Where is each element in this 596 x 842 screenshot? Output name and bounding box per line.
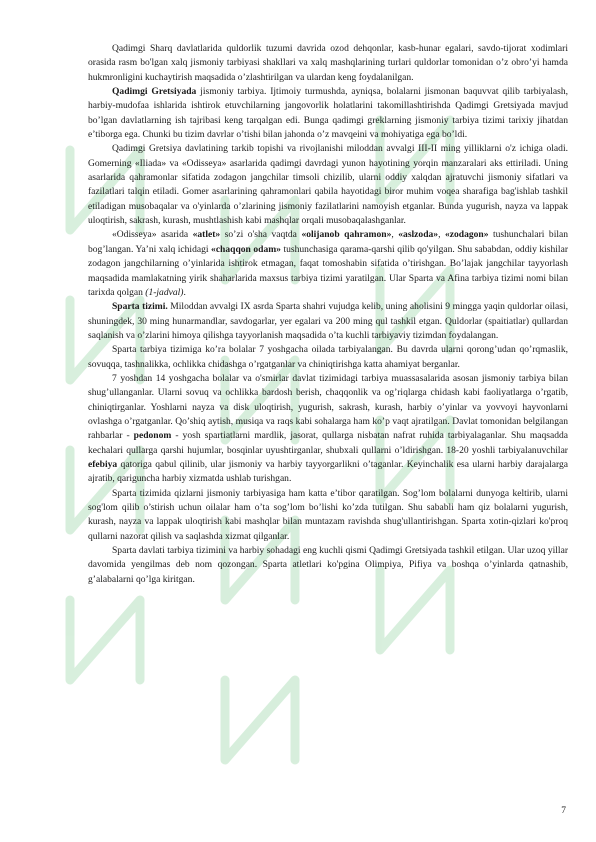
bold-term: Sparta tizimi. bbox=[112, 301, 168, 313]
text-run: , bbox=[438, 229, 445, 241]
italic-reference: (1-jadval) bbox=[145, 286, 184, 298]
text-run: , bbox=[391, 229, 399, 241]
paragraph bbox=[88, 487, 568, 544]
text-run: Sparta tarbiya tizimiga ko’ra bolalar 7 yoshgacha oilada tarbiyalangan. Bu davrda ularni qorong’udan qo’rqmaslik, sovuqqa, tashnalikka, ochlikka chidashga o’rgatganlar va chiniqtirishga katta ahamiyat berganlar. bbox=[88, 344, 568, 370]
paragraph bbox=[88, 228, 568, 300]
text-run: - yosh spartiatlarni mardlik, jasorat, qullarga nisbatan nafrat ruhida tarbiyalaganlar. Shu maqsadda kechalari qullarga qarshi hujumlar, bosqinlar uyushtirganlar, shubxali qullarni o’ldirishgan. 18-20 yoshli tarbiyalanuvchilar bbox=[88, 430, 568, 456]
paragraph bbox=[88, 142, 568, 228]
text-run: tushunchalari bilan bog’langan. Ya’ni xalq ichidagi bbox=[88, 229, 569, 255]
text-run: Qadimgi Gretsiya davlatining tarkib topishi va rivojlanishi miloddan avvalgi III-II ming yilliklarni o'z ichiga oladi. Gomerning «Iliada» va «Odisseya» asarlarida qadimgi davrdagi yunon hayotining yorqin manzaralari aks ettiriladi. Uning asarlarida qahramonlar sifatida zodagon jangchilar timsoli chizilib, ularni oddiy xalqdan ajratuvchi jismoniy sifatlari va fazilatlari talqin etiladi. Gomer asarlarining qahramonlari qabila hayotidagi biror muhim voqea sharafiga bag'ishlab tashkil etiladigan musobaqalar va o'yinlarda o’zlarining jismoniy fazilatlarini namoyish etganlar. Bunda yugurish, nayza va lappak uloqtirish, sakrash, kurash, mushtlashish kabi mashqlar orqali musobaqalashganlar. bbox=[88, 143, 568, 227]
page-number: 7 bbox=[561, 806, 566, 816]
text-run: tushunchasiga qarama-qarshi qilib qo'yilgan. Shu sababdan, oddiy kishilar zodagon jangchilarning o’yinlarida ishtirok etmagan, faqat tomoshabin sifatida o’tirishgan. Bo’lajak jangchilar tayyorlash maqsadida mamlakatning yirik shaharlarida maxsus tarbiya tizimi yaratilgan. Ular Sparta va Afina tarbiya tizimi nomi bilan tarixda qolgan bbox=[88, 243, 568, 298]
document-body bbox=[88, 42, 568, 587]
text-run: so’zi o'sha vaqtda bbox=[220, 229, 302, 241]
text-run: Qadimgi Sharq davlatlarida quldorlik tuzumi davrida ozod dehqonlar, kasb-hunar egalari, savdo-tijorat xodimlari orasida rasm bo'lgan xalq jismoniy tarbiyasi shakllari va xalq mashqlarining turlari quldorlar tomonidan o’z obro’yi hamda hukmronligini kuchaytirish maqsadida o’zlashtirilgan va ulardan keng foydalanilgan. bbox=[88, 43, 568, 83]
paragraph bbox=[88, 372, 568, 487]
text-run: 7 yoshdan 14 yoshgacha bolalar va o'smirlar davlat tizimidagi tarbiya muassasalarida asosan jismoniy tarbiya bilan shug’ullanganlar. Ularni sovuq va ochlikka bardosh berish, chaqqonlik va og’riqlarga chidash kabi faoliyatlarga o’rgatib, chiniqtirganlar. Yoshlarni nayza va disk uloqtirish, yugurish, sakrash, kurash, harbiy o’yinlar va yovvoyi hayvonlarni ovlashga o’rgatganlar. Qo’shiq aytish, musiqa va raqs kabi sohalarga ham ko’p vaqt ajratilgan. Davlat tomonidan belgilangan rahbarlar - bbox=[88, 372, 568, 442]
text-run: «Odisseya» asarida bbox=[112, 229, 193, 241]
bold-term: «aslzoda» bbox=[398, 229, 439, 241]
bold-term: efebiya bbox=[88, 458, 118, 470]
text-run: Miloddan avvalgi IX asrda Sparta shahri vujudga kelib, uning aholisini 9 mingga yaqin quldorlar oilasi, shuningdek, 30 ming hunarmandlar, savdogarlar, yer egalari va 200 ming qul tashkil etgan. Quldorlar (spaitiatlar) qullardan saqlanish va o’zlarini himoya qilishga tayyorlanish maqsadida o’ta kuchli tarbiyaviy tizimdan foydalangan. bbox=[88, 301, 568, 341]
bold-term: «atlet» bbox=[192, 229, 221, 241]
bold-term: Qadimgi Gretsiyada bbox=[112, 86, 197, 98]
text-run: Sparta davlati tarbiya tizimini va harbiy sohadagi eng kuchli qismi Qadimgi Gretsiyada tashkil etilgan. Ular uzoq yillar davomida yengilmas deb nom qozongan. Sparta atletlari ko'pgina Olimpiya, Pifiya va boshqa o’yinlarda qatnashib, g’alabalarni qo’lga kiritgan. bbox=[88, 545, 568, 585]
text-run: . bbox=[183, 286, 186, 298]
bold-term: pedonom bbox=[133, 430, 172, 442]
paragraph bbox=[88, 544, 568, 587]
bold-term: «chaqqon odam» bbox=[211, 243, 281, 255]
paragraph bbox=[88, 300, 568, 343]
bold-term: «zodagon» bbox=[444, 229, 489, 241]
paragraph bbox=[88, 42, 568, 85]
paragraph bbox=[88, 343, 568, 372]
bold-term: «olijanob qahramon» bbox=[301, 229, 392, 241]
paragraph bbox=[88, 85, 568, 142]
text-run: Sparta tizimida qizlarni jismoniy tarbiyasiga ham katta e’tibor qaratilgan. Sog’lom bolalarni dunyoga keltirib, ularni sog'lom qilib o’stirish uchun oilalar ham o’ta sog’lom bo’lishi ko’zda tutilgan. Shu sababli ham qiz bolalarni yugurish, kurash, nayza va lappak uloqtirish kabi mashqlar bilan muntazam ravishda shug'ullantirishgan. Sparta xotin-qizlari ko'proq qullarni nazorat qilish va saqlashda xizmat qilganlar. bbox=[88, 487, 568, 542]
text-run: jismoniy tarbiya. Ijtimoiy turmushda, ayniqsa, bolalarni jismonan baquvvat qilib tarbiyalash, harbiy-mudofaa ishlarida ishtirok etuvchilarning jangovorlik holatlarini takomillashtirishda Qadimgi Gretsiyada mavjud bo’lgan davlatlarning ish tajribasi keng tarqalgan edi. Bunga qadimgi greklarning jismoniy tarbiya tizimi tarixiy jihatdan e’tiborga ega. Chunki bu tizim davrlar o’tishi bilan jahonda o’z mavqeini va mohiyatiga ega bo’ldi. bbox=[88, 86, 568, 141]
text-run: qatoriga qabul qilinib, ular jismoniy va harbiy tayyorgarlikni o’taganlar. Keyinchalik esa ularni harbiy darajalarga ajratib, qariguncha harbiy xizmatda ushlab turishgan. bbox=[88, 458, 568, 485]
